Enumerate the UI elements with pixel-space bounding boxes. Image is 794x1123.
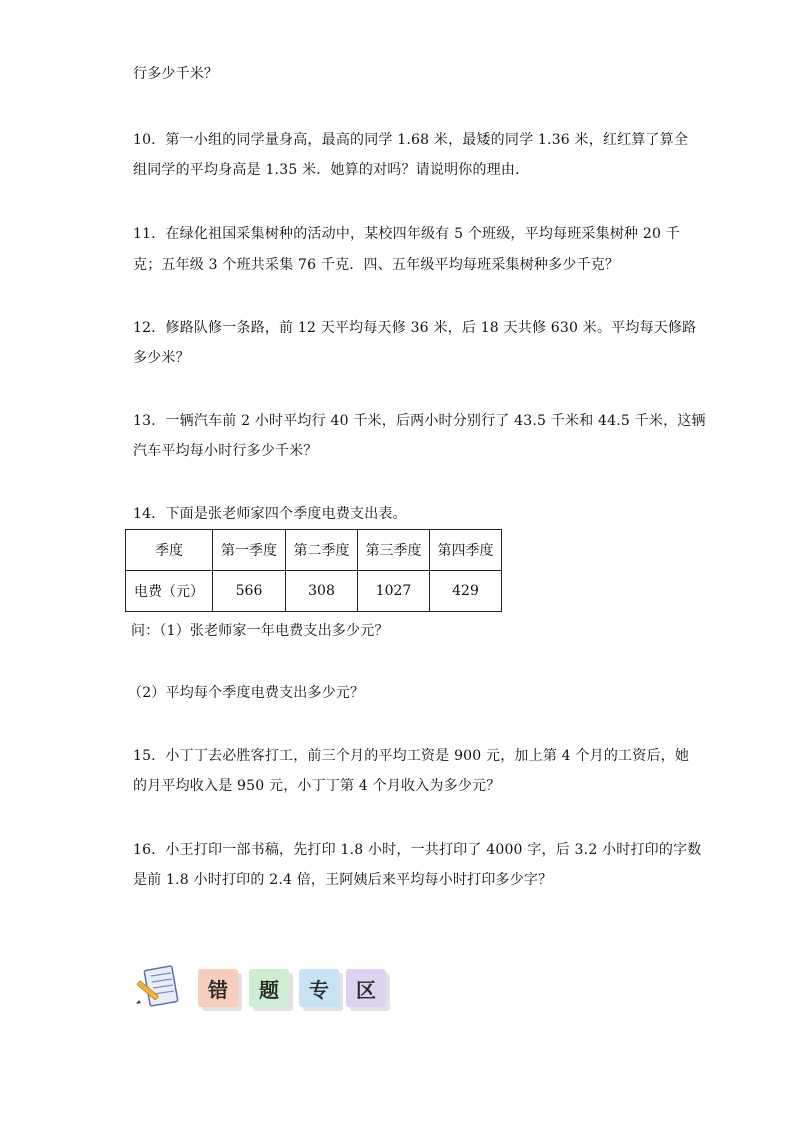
q11-line2: 克；五年级 3 个班共采集 76 千克．四、五年级平均每班采集树种多少千克？: [133, 257, 620, 273]
notebook-pencil-icon: [133, 964, 181, 1012]
q12-line2: 多少米？: [133, 350, 190, 366]
q9-tail: 行多少千米？: [133, 66, 219, 82]
q15-line2: 的月平均收入是 950 元，小丁丁第 4 个月收入为多少元？: [133, 778, 501, 794]
table-cell: 第一季度: [213, 530, 286, 571]
table-cell: 第四季度: [430, 530, 502, 571]
q11-line1: 11．在绿化祖国采集树种的活动中，某校四年级有 5 个班级，平均每班采集树种 20 千: [133, 226, 680, 242]
table-cell: 第二季度: [286, 530, 358, 571]
banner-tile-3: [299, 969, 339, 1007]
q12-line1: 12．修路队修一条路，前 12 天平均每天修 36 米，后 18 天共修 630 米。平均每天修路: [133, 320, 697, 336]
q14-intro: 14．下面是张老师家四个季度电费支出表。: [133, 506, 407, 522]
table-cell: 429: [430, 571, 502, 612]
wrong-questions-banner: [133, 964, 433, 1012]
table-cell: 第三季度: [358, 530, 430, 571]
banner-char: 区: [356, 977, 376, 1002]
table-cell: 电费（元）: [126, 571, 213, 612]
banner-tile-2: [249, 969, 289, 1007]
q13-line1: 13．一辆汽车前 2 小时平均行 40 千米，后两小时分别行了 43.5 千米和 44.5 千米，这辆: [133, 413, 706, 429]
banner-char: 题: [259, 977, 279, 1002]
table-cell: 季度: [126, 530, 213, 571]
table-cell: 308: [286, 571, 358, 612]
q14-sub2: （2）平均每个季度电费支出多少元？: [128, 685, 365, 701]
q15-line1: 15．小丁丁去必胜客打工，前三个月的平均工资是 900 元，加上第 4 个月的工资后，她: [133, 748, 690, 764]
q16-line2: 是前 1.8 小时打印的 2.4 倍，王阿姨后来平均每小时打印多少字？: [133, 872, 553, 888]
table-header-row: [126, 530, 502, 571]
table-cell: 566: [213, 571, 286, 612]
q10-line2: 组同学的平均身高是 1.35 米．她算的对吗？请说明你的理由．: [133, 162, 530, 178]
banner-char: 专: [309, 977, 329, 1002]
table-cell: 1027: [358, 571, 430, 612]
q13-line2: 汽车平均每小时行多少千米？: [133, 443, 318, 459]
q14-sub1: 问：（1）张老师家一年电费支出多少元？: [131, 623, 389, 639]
banner-tile-4: [346, 969, 386, 1007]
table-row: [126, 571, 502, 612]
q10-line1: 10．第一小组的同学量身高，最高的同学 1.68 米，最矮的同学 1.36 米，红红算了算全: [133, 132, 689, 148]
q16-line1: 16．小王打印一部书稿，先打印 1.8 小时，一共打印了 4000 字，后 3.2 小时打印的字数: [133, 842, 702, 858]
banner-tile-1: [198, 969, 238, 1007]
electricity-fee-table: [125, 529, 502, 612]
banner-char: 错: [208, 977, 228, 1002]
